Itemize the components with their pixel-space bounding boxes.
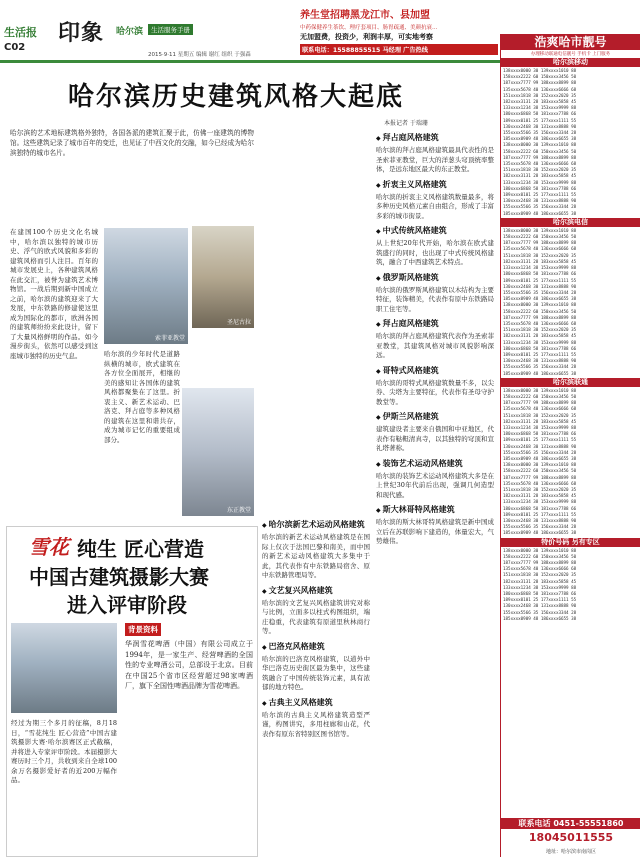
classifieds-title: 浩爽哈市靓号 — [501, 34, 640, 50]
section-heading: ◆ 折衷主义风格建筑 — [376, 179, 494, 190]
phone-number-row: 180xxxx6868 58 181xxxx7788 66 — [503, 345, 577, 351]
phone-number-row: 158xxxx2222 60 150xxxx3456 50 — [503, 74, 577, 80]
phone-number-row: 130xxxx2468 30 131xxxx8888 90 — [503, 123, 577, 129]
phone-number-row: 138xxxx0000 30 139xxxx1010 88 — [503, 302, 577, 308]
phone-number-row: 182xxxx3131 28 183xxxx5858 45 — [503, 173, 577, 179]
paper-name: 生活报 — [4, 26, 37, 39]
contest-left-text: 经过为期三个多月的征稿，8月18日，“雪花纯生 匠心营造”中国古建筑摄影大赛·哈尔滨赛区正式截稿，并将进入专家评审阶段。本届摄影大赛历时三个月，共收到来自全球100余万名摄影爱好者的近200万幅作品。 — [11, 719, 117, 784]
column-city: 哈尔滨 — [116, 27, 144, 37]
contest-right-text: 华润雪花啤酒（中国）有限公司成立于1994年，是一家生产、经营啤酒的全国性的专业啤酒公司，总部设于北京。目前在中国25个省市区经营超过98家啤酒厂，旗下全国性啤酒品牌为雪花啤酒。 — [125, 640, 253, 690]
section-text: 哈尔滨的拜占庭风格建筑最具代表性的是圣索菲亚教堂，巨大的洋葱头穹顶统率整体，是远东地区最大的东正教堂。 — [376, 146, 494, 173]
number-list — [501, 387, 640, 538]
phone-number-row: 189xxxx0101 25 177xxxx1111 55 — [503, 437, 577, 443]
phone-number-row: 133xxxx1234 38 153xxxx9999 88 — [503, 105, 577, 111]
phone-number-row: 182xxxx3131 28 183xxxx5858 45 — [503, 99, 577, 105]
photo-st-sophia — [104, 228, 188, 344]
phone-number-row: 189xxxx0101 25 177xxxx1111 55 — [503, 192, 577, 198]
phone-number-row: 138xxxx0000 30 139xxxx1010 88 — [503, 68, 577, 73]
band-heading: 哈尔滨电信 — [501, 218, 640, 227]
phone-number-row: 138xxxx0000 30 139xxxx1010 88 — [503, 387, 577, 393]
issue-meta: 2015·9·11 星期五 编辑 谢红 组织 于强森 — [148, 52, 251, 58]
phone-number-row: 187xxxx7777 99 188xxxx8899 88 — [503, 154, 577, 160]
phone-number-row: 182xxxx3131 28 183xxxx5858 45 — [503, 418, 577, 424]
phone-number-row: 135xxxx5678 40 136xxxx6666 68 — [503, 480, 577, 486]
phone-number-row: 185xxxx0909 48 186xxxx6655 38 — [503, 210, 577, 216]
phone-number-row: 155xxxx5566 35 156xxxx3344 28 — [503, 204, 577, 210]
section-heading: ◆ 俄罗斯风格建筑 — [376, 272, 494, 283]
phone-number-row: 158xxxx2222 60 150xxxx3456 50 — [503, 234, 577, 240]
contest-ad — [6, 526, 258, 857]
section-heading: ◆ 巴洛克风格建筑 — [262, 641, 370, 652]
background-label: 背景资料 — [125, 623, 161, 636]
phone-number-row: 135xxxx5678 40 136xxxx6666 68 — [503, 406, 577, 412]
top-ad-line2: 无加盟费，投资少，利润丰厚，可实地考察 — [300, 33, 433, 41]
phone-number-row: 155xxxx5566 35 156xxxx3344 28 — [503, 130, 577, 136]
column-tagline: 生活服务手册 — [148, 24, 193, 35]
classifieds-subtitle: 办理移动联通电信靓号 手机卡 上门服务 — [530, 52, 611, 57]
number-list — [501, 227, 640, 378]
section-column-mid — [262, 515, 370, 857]
phone-number-row: 138xxxx0000 30 139xxxx1010 88 — [503, 227, 577, 233]
section-heading: ◆ 斯大林哥特风格建筑 — [376, 504, 494, 515]
phone-number-row: 180xxxx6868 58 181xxxx7788 66 — [503, 431, 577, 437]
phone-number-row: 182xxxx3131 28 183xxxx5858 45 — [503, 493, 577, 499]
column-brand: 印象 — [58, 21, 105, 46]
section-heading: ◆ 伊斯兰风格建筑 — [376, 411, 494, 422]
contest-title-line3: 进入评审阶段 — [67, 593, 187, 617]
section-heading: ◆ 古典主义风格建筑 — [262, 697, 370, 708]
phone-number-row: 187xxxx7777 99 188xxxx8899 88 — [503, 240, 577, 246]
section-heading: ◆ 拜占庭风格建筑 — [376, 318, 494, 329]
section-text: 哈尔滨的新艺术运动风格建筑是在国际上仅次于法国巴黎和南美，而中国的新艺术运动风格建筑大多集中于此，其代表作有中东铁路局宿舍、原中东铁路管理局等。 — [262, 533, 370, 579]
contact-phone-2[interactable]: 18045011555 — [528, 831, 614, 844]
band-heading: 特价号码 另有专区 — [501, 538, 640, 547]
top-ad — [300, 6, 498, 58]
phone-number-row: 138xxxx0000 30 139xxxx1010 88 — [503, 142, 577, 148]
top-ad-line1: 中药保健养生茶饮、理疗套项目、肠胃疏通、美颜抗衰… — [300, 25, 438, 31]
section-heading: ◆ 文艺复兴风格建筑 — [262, 585, 370, 596]
section-heading: ◆ 装饰艺术运动风格建筑 — [376, 458, 494, 469]
phone-number-row: 130xxxx2468 30 131xxxx8888 90 — [503, 518, 577, 524]
phone-number-row: 155xxxx5566 35 156xxxx3344 28 — [503, 364, 577, 370]
phone-number-row: 130xxxx2468 30 131xxxx8888 90 — [503, 198, 577, 204]
byline: 本报记者 于瑞珊 — [384, 120, 428, 127]
section-heading: ◆ 中式传统风格建筑 — [376, 225, 494, 236]
phone-number-row: 180xxxx6868 58 181xxxx7788 66 — [503, 271, 577, 277]
photo-caption: 索菲亚教堂 — [154, 335, 185, 342]
phone-number-row: 187xxxx7777 99 188xxxx8899 88 — [503, 560, 577, 566]
phone-number-row: 151xxxx1818 30 152xxxx2020 35 — [503, 412, 577, 418]
section-text: 哈尔滨的折衷主义风格建筑数量最多，将多种历史风格元素自由组合，形成了丰富多彩的城市街景。 — [376, 192, 494, 220]
phone-number-row: 155xxxx5566 35 156xxxx3344 28 — [503, 524, 577, 530]
phone-number-row: 189xxxx0101 25 177xxxx1111 55 — [503, 351, 577, 357]
section-text: 哈尔滨的拜占庭风格建筑代表作为圣索菲亚教堂，其建筑风格对城市风貌影响深远。 — [376, 332, 494, 359]
phone-number-row: 180xxxx6868 58 181xxxx7788 66 — [503, 505, 577, 511]
phone-number-row: 155xxxx5566 35 156xxxx3344 28 — [503, 449, 577, 455]
phone-number-row: 133xxxx1234 38 153xxxx9999 88 — [503, 339, 577, 345]
section-text: 哈尔滨的俄罗斯风格建筑以木结构为主要特征，装饰精美，代表作有原中东铁路局职工住宅等。 — [376, 285, 494, 313]
section-column-right — [376, 128, 494, 857]
photo-caption: 东正教堂 — [226, 507, 251, 514]
phone-number-row: 155xxxx5566 35 156xxxx3344 28 — [503, 289, 577, 295]
phone-number-row: 180xxxx6868 58 181xxxx7788 66 — [503, 111, 577, 117]
contest-title-line1: 纯生 匠心营造 — [77, 537, 204, 561]
band-heading: 哈尔滨移动 — [501, 58, 640, 67]
section-text: 哈尔滨的哥特式风格建筑数量不多，以尖券、尖塔为主要特征，代表作有圣母守护教堂等。 — [376, 378, 494, 406]
section-text: 哈尔滨的文艺复兴风格建筑讲究对称与比例，立面多以柱式构图组织，端庄稳重，代表建筑有原道里秋林商行等。 — [262, 598, 370, 635]
number-list — [501, 547, 640, 623]
phone-number-row: 185xxxx0909 48 186xxxx6655 38 — [503, 370, 577, 376]
masthead-rule — [0, 60, 500, 63]
section-text: 从上世纪20年代开始，哈尔滨在欧式建筑盛行的同时，也出现了中式传统风格建筑，融合了中西建筑艺术特点。 — [376, 239, 494, 266]
section-heading: ◆ 哥特式风格建筑 — [376, 365, 494, 376]
phone-number-row: 135xxxx5678 40 136xxxx6666 68 — [503, 566, 577, 572]
phone-number-row: 133xxxx1234 38 153xxxx9999 88 — [503, 499, 577, 505]
intro-paragraph: 哈尔滨的艺术地标建筑格外独特，各国各派的建筑汇聚于此，仿佛一座建筑的博物馆。这些建筑记录了城市百年的变迁，也见证了中西文化的交融，如今已经成为哈尔滨独特的城市名片。 — [10, 129, 254, 157]
phone-number-row: 185xxxx0909 48 186xxxx6655 38 — [503, 136, 577, 142]
section-heading: ◆ 哈尔滨新艺术运动风格建筑 — [262, 519, 370, 530]
contact-phone-1[interactable]: 联系电话 0451-55551860 — [501, 818, 640, 829]
phone-number-row: 155xxxx5566 35 156xxxx3344 28 — [503, 609, 577, 615]
phone-number-row: 189xxxx0101 25 177xxxx1111 55 — [503, 511, 577, 517]
phone-number-row: 135xxxx5678 40 136xxxx6666 68 — [503, 161, 577, 167]
contest-photo — [11, 623, 117, 713]
contact-address: 地址：哈尔滨市南岗区 — [545, 849, 596, 855]
phone-number-row: 182xxxx3131 28 183xxxx5858 45 — [503, 258, 577, 264]
phone-number-row: 158xxxx2222 60 150xxxx3456 50 — [503, 308, 577, 314]
section-text: 哈尔滨的装饰艺术运动风格建筑大多是在上世纪30年代前后出现，强调几何造型和现代感。 — [376, 471, 494, 499]
photo-obelisk — [192, 226, 254, 328]
number-list — [501, 67, 640, 218]
phone-number-row: 151xxxx1818 30 152xxxx2020 35 — [503, 487, 577, 492]
phone-number-row: 187xxxx7777 99 188xxxx8899 88 — [503, 400, 577, 406]
article-column-1: 在建国100个历史文化名城中，哈尔滨以独特的城市历史、浮气的欧式风貌和多彩的建筑风格而引人注目。百年的城市发展史上，各种建筑风格在此交汇，被誉为建筑艺术博物馆。一战后期到新中国成立之前，哈尔滨的建筑迎来了大发展，中东铁路的修建使这里成为国际化的都市，欧洲各国的建筑师纷纷来此设计，留下了大量风格鲜明的作品。如今漫步街头，依然可以感受到这座城市独特的历史气息。 — [10, 228, 98, 360]
phone-number-row: 189xxxx0101 25 177xxxx1111 55 — [503, 117, 577, 123]
phone-number-row: 180xxxx6868 58 181xxxx7788 66 — [503, 591, 577, 597]
phone-number-row: 185xxxx0909 48 186xxxx6655 38 — [503, 530, 577, 536]
section-text: 哈尔滨的巴洛克风格建筑，以道外中华巴洛克历史街区最为集中，这些建筑融合了中国传统装饰元素，具有浓郁的地方特色。 — [262, 654, 370, 691]
phone-number-row: 189xxxx0101 25 177xxxx1111 55 — [503, 597, 577, 603]
phone-number-row: 135xxxx5678 40 136xxxx6666 68 — [503, 86, 577, 92]
phone-number-row: 185xxxx0909 48 186xxxx6655 38 — [503, 296, 577, 302]
phone-number-row: 187xxxx7777 99 188xxxx8899 88 — [503, 80, 577, 86]
phone-number-row: 151xxxx1818 30 152xxxx2020 35 — [503, 572, 577, 578]
contest-badge: 雪花 — [29, 535, 69, 559]
article-column-2: 哈尔滨的少年时代是道路纵横的城市，欧式建筑在各方位全面展开，相继的美的感知让各国体的建筑风格都聚集在了这里。折衷主义、新艺术运动、巴洛克、拜占庭等多种风格的建筑在这里和谐共存，成为城市记忆的重要组成部分。 — [104, 350, 180, 444]
phone-number-row: 182xxxx3131 28 183xxxx5858 45 — [503, 578, 577, 584]
section-text: 建筑建设者主要来自俄国和中亚地区，代表作有鞑靼清真寺，以其独特的穹顶和宣礼塔著称。 — [376, 425, 494, 452]
photo-caption: 圣尼古拉 — [226, 319, 251, 326]
phone-number-row: 182xxxx3131 28 183xxxx5858 45 — [503, 333, 577, 339]
top-ad-phone: 联系电话：15588855515 马经理 广告热线 — [300, 44, 498, 55]
phone-number-row: 187xxxx7777 99 188xxxx8899 88 — [503, 314, 577, 320]
section-text: 哈尔滨的古典主义风格建筑造型严谨，构图讲究，多用柱廊和山花，代表作有原东省特别区图书馆等。 — [262, 710, 370, 738]
phone-number-row: 138xxxx0000 30 139xxxx1010 88 — [503, 462, 577, 468]
phone-number-row: 151xxxx1818 30 152xxxx2020 35 — [503, 167, 577, 173]
phone-number-row: 185xxxx0909 48 186xxxx6655 38 — [503, 615, 577, 621]
phone-number-row: 133xxxx1234 38 153xxxx9999 88 — [503, 265, 577, 271]
section-heading: ◆ 拜占庭风格建筑 — [376, 132, 494, 143]
band-heading: 哈尔滨联通 — [501, 378, 640, 387]
phone-number-row: 187xxxx7777 99 188xxxx8899 88 — [503, 474, 577, 480]
page-title: 哈尔滨历史建筑风格大起底 — [68, 82, 405, 112]
phone-number-row: 135xxxx5678 40 136xxxx6666 68 — [503, 320, 577, 326]
phone-number-row: 158xxxx2222 60 150xxxx3456 50 — [503, 393, 577, 399]
phone-number-row: 158xxxx2222 60 150xxxx3456 50 — [503, 553, 577, 559]
phone-number-row: 151xxxx1818 30 152xxxx2020 35 — [503, 252, 577, 258]
top-ad-title: 养生堂招聘黑龙江市、县加盟 — [300, 10, 430, 21]
phone-number-row: 133xxxx1234 38 153xxxx9999 88 — [503, 424, 577, 430]
phone-number-row: 158xxxx2222 60 150xxxx3456 50 — [503, 148, 577, 154]
phone-number-row: 151xxxx1818 30 152xxxx2020 35 — [503, 92, 577, 98]
phone-number-row: 133xxxx1234 38 153xxxx9999 88 — [503, 584, 577, 590]
phone-number-row: 158xxxx2222 60 150xxxx3456 50 — [503, 468, 577, 474]
phone-number-row: 130xxxx2468 30 131xxxx8888 90 — [503, 358, 577, 364]
phone-number-row: 133xxxx1234 38 153xxxx9999 88 — [503, 179, 577, 185]
classifieds-panel — [500, 34, 640, 857]
phone-number-row: 180xxxx6868 58 181xxxx7788 66 — [503, 185, 577, 191]
page-number: C02 — [4, 42, 26, 53]
phone-number-row: 151xxxx1818 30 152xxxx2020 35 — [503, 327, 577, 333]
phone-number-row: 130xxxx2468 30 131xxxx8888 90 — [503, 603, 577, 609]
phone-number-row: 138xxxx0000 30 139xxxx1010 88 — [503, 547, 577, 553]
phone-number-row: 135xxxx5678 40 136xxxx6666 68 — [503, 246, 577, 252]
phone-number-row: 185xxxx0909 48 186xxxx6655 38 — [503, 455, 577, 461]
photo-orthodox-church — [182, 388, 254, 516]
section-text: 哈尔滨的斯大林哥特风格建筑是新中国成立后在苏联影响下建造的，体量宏大，气势雄伟。 — [376, 518, 494, 545]
phone-number-row: 189xxxx0101 25 177xxxx1111 55 — [503, 277, 577, 283]
phone-number-row: 130xxxx2468 30 131xxxx8888 90 — [503, 443, 577, 449]
phone-number-row: 130xxxx2468 30 131xxxx8888 90 — [503, 283, 577, 289]
contest-title-line2: 中国古建筑摄影大赛 — [29, 565, 209, 589]
